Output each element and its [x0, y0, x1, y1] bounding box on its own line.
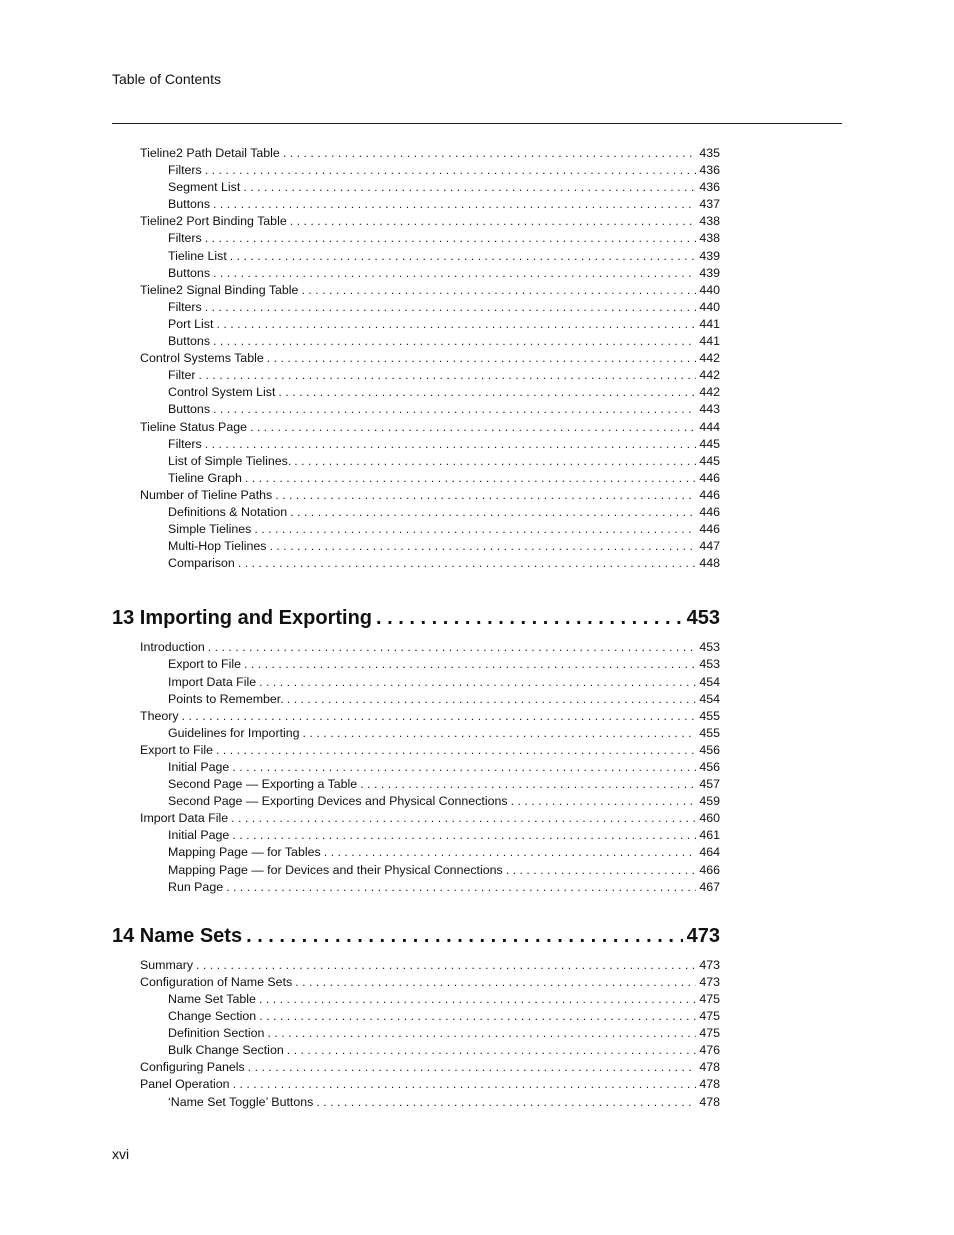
entry-page-number: 473	[699, 974, 720, 989]
dot-leader	[267, 350, 697, 367]
toc-entry[interactable]	[112, 708, 720, 725]
entry-page-number: 441	[699, 316, 720, 331]
entry-title: Points to Remember.	[168, 691, 284, 706]
entry-page-number: 439	[699, 248, 720, 263]
dot-leader	[246, 921, 683, 951]
entry-page-number: 447	[699, 539, 720, 554]
entry-title: Run Page	[168, 879, 224, 894]
dot-leader	[287, 691, 697, 708]
toc-subentry[interactable]	[112, 162, 720, 179]
entry-page-number: 453	[699, 657, 720, 672]
entry-page-number: 445	[699, 453, 720, 468]
entry-page-number: 442	[699, 368, 720, 383]
dot-leader	[245, 470, 696, 487]
entry-page-number: 435	[699, 146, 720, 160]
entry-page-number: 437	[699, 197, 720, 212]
chapter-title: 14 Name Sets	[112, 924, 243, 947]
entry-page-number: 475	[699, 1009, 720, 1024]
entry-page-number: 446	[699, 487, 720, 502]
entry-page-number: 440	[699, 299, 720, 314]
entry-title: Tieline2 Path Detail Table	[140, 146, 280, 160]
entry-title: Buttons	[168, 197, 211, 212]
toc-subentry[interactable]	[112, 844, 720, 861]
dot-leader	[231, 810, 696, 827]
toc-subentry[interactable]	[112, 1094, 720, 1111]
dot-leader	[259, 674, 696, 691]
toc-subentry[interactable]	[112, 230, 720, 247]
entry-title: Summary	[140, 957, 194, 972]
entry-page-number: 448	[699, 556, 720, 571]
entry-title: Panel Operation	[140, 1077, 230, 1092]
toc-subentry[interactable]	[112, 862, 720, 879]
dot-leader	[213, 196, 696, 213]
entry-title: Initial Page	[168, 828, 230, 843]
toc-subentry[interactable]	[112, 248, 720, 265]
dot-leader	[233, 1076, 697, 1093]
entry-page-number: 459	[699, 794, 720, 809]
toc-entry[interactable]	[112, 974, 720, 991]
toc-subentry[interactable]	[112, 555, 720, 572]
chapter-heading-13[interactable]	[112, 603, 720, 633]
toc-entry[interactable]	[112, 639, 720, 656]
entry-title: Multi-Hop Tielines	[168, 539, 267, 554]
entry-page-number: 454	[699, 674, 720, 689]
dot-leader	[360, 776, 696, 793]
toc-subentry[interactable]	[112, 1042, 720, 1059]
dot-leader	[283, 145, 696, 162]
entry-page-number: 446	[699, 504, 720, 519]
dot-leader	[267, 1025, 696, 1042]
entry-title: Mapping Page — for Devices and their Physical Connections	[168, 862, 503, 877]
dot-leader	[376, 603, 683, 633]
toc-subentry[interactable]	[112, 196, 720, 213]
toc-subentry[interactable]	[112, 725, 720, 742]
toc-entry[interactable]	[112, 487, 720, 504]
toc-subentry[interactable]	[112, 367, 720, 384]
entry-title: Name Set Table	[168, 991, 256, 1006]
page-number: xvi	[112, 1146, 130, 1162]
chapter-heading-14[interactable]	[112, 921, 720, 951]
entry-page-number: 456	[699, 760, 720, 774]
entry-title: Filter	[168, 368, 196, 383]
dot-leader	[205, 162, 697, 179]
dot-leader	[205, 299, 697, 316]
entry-title: Guidelines for Importing	[168, 725, 300, 740]
toc-subentry[interactable]	[112, 991, 720, 1008]
toc-subentry[interactable]	[112, 179, 720, 196]
entry-title: Number of Tieline Paths	[140, 487, 273, 502]
entry-title: Mapping Page — for Tables	[168, 845, 321, 860]
toc-subentry[interactable]	[112, 384, 720, 401]
toc-subentry[interactable]	[112, 656, 720, 673]
toc-subentry[interactable]	[112, 879, 720, 896]
toc-entry[interactable]	[112, 957, 720, 974]
dot-leader	[303, 725, 697, 742]
dot-leader	[506, 862, 697, 879]
dot-leader	[243, 179, 696, 196]
dot-leader	[511, 793, 697, 810]
toc-section-chapter-12-continued	[112, 145, 720, 572]
entry-page-number: 478	[699, 1077, 720, 1092]
entry-title: Second Page — Exporting a Table	[168, 777, 358, 792]
entry-page-number: 441	[699, 334, 720, 349]
entry-page-number: 445	[699, 436, 720, 451]
dot-leader	[232, 759, 696, 776]
entry-title: Buttons	[168, 402, 211, 417]
toc-subentry[interactable]	[112, 299, 720, 316]
entry-title: ‘Name Set Toggle’ Buttons	[168, 1094, 314, 1109]
entry-title: List of Simple Tielines.	[168, 453, 292, 468]
dot-leader	[232, 827, 696, 844]
toc-entry[interactable]	[112, 213, 720, 230]
entry-page-number: 473	[699, 957, 720, 972]
entry-page-number: 442	[699, 351, 720, 366]
entry-title: Comparison	[168, 556, 235, 571]
chapter-page-number: 473	[686, 924, 720, 947]
entry-title: Import Data File	[140, 811, 229, 826]
header-rule	[112, 123, 842, 124]
toc-subentry[interactable]	[112, 759, 720, 776]
dot-leader	[259, 991, 696, 1008]
entry-page-number: 466	[699, 862, 720, 877]
entry-title: Second Page — Exporting Devices and Physical Connections	[168, 794, 508, 809]
entry-title: Tieline2 Signal Binding Table	[140, 282, 299, 297]
entry-page-number: 454	[699, 691, 720, 706]
toc-entry[interactable]	[112, 350, 720, 367]
entry-title: Filters	[168, 231, 202, 246]
toc-subentry[interactable]	[112, 827, 720, 844]
entry-page-number: 475	[699, 1026, 720, 1041]
entry-title: Filters	[168, 299, 202, 314]
dot-leader	[287, 1042, 697, 1059]
entry-title: Export to File	[140, 742, 213, 757]
toc-subentry[interactable]	[112, 1008, 720, 1025]
toc-entry[interactable]	[112, 1059, 720, 1076]
dot-leader	[269, 538, 696, 555]
entry-title: Tieline Graph	[168, 470, 242, 485]
toc-subentry[interactable]	[112, 793, 720, 810]
toc-subentry[interactable]	[112, 470, 720, 487]
toc-entry[interactable]	[112, 810, 720, 827]
entry-page-number: 444	[699, 419, 720, 434]
entry-title: Configuration of Name Sets	[140, 974, 293, 989]
entry-title: Initial Page	[168, 760, 230, 774]
toc-subentry[interactable]	[112, 401, 720, 418]
entry-title: Filters	[168, 163, 202, 178]
entry-title: Configuring Panels	[140, 1060, 245, 1075]
table-of-contents	[112, 145, 720, 1111]
dot-leader	[301, 282, 696, 299]
entry-page-number: 475	[699, 991, 720, 1006]
entry-title: Theory	[140, 708, 179, 723]
dot-leader	[213, 333, 696, 350]
entry-page-number: 439	[699, 265, 720, 280]
entry-page-number: 467	[699, 879, 720, 894]
dot-leader	[216, 742, 696, 759]
dot-leader	[290, 504, 696, 521]
toc-subentry[interactable]	[112, 538, 720, 555]
entry-page-number: 478	[699, 1060, 720, 1075]
entry-title: Import Data File	[168, 674, 257, 689]
dot-leader	[205, 436, 697, 453]
entry-title: Buttons	[168, 334, 211, 349]
dot-leader	[216, 316, 696, 333]
toc-subentry[interactable]	[112, 504, 720, 521]
toc-entry[interactable]	[112, 419, 720, 436]
toc-subentry[interactable]	[112, 316, 720, 333]
entry-page-number: 476	[699, 1043, 720, 1058]
entry-title: Tieline List	[168, 248, 227, 263]
dot-leader	[182, 708, 697, 725]
entry-page-number: 436	[699, 163, 720, 178]
dot-leader	[324, 844, 697, 861]
toc-section-chapter-14	[112, 957, 720, 1111]
entry-title: Definitions & Notation	[168, 504, 288, 519]
toc-subentry[interactable]	[112, 674, 720, 691]
entry-page-number: 464	[699, 845, 720, 860]
toc-subentry[interactable]	[112, 521, 720, 538]
toc-subentry[interactable]	[112, 333, 720, 350]
entry-title: Control System List	[168, 385, 276, 400]
entry-page-number: 443	[699, 402, 720, 417]
toc-entry[interactable]	[112, 742, 720, 759]
dot-leader	[275, 487, 696, 504]
dot-leader	[278, 384, 696, 401]
entry-title: Segment List	[168, 180, 241, 195]
entry-title: Definition Section	[168, 1026, 265, 1041]
dot-leader	[295, 974, 696, 991]
dot-leader	[196, 957, 696, 974]
dot-leader	[294, 453, 696, 470]
entry-title: Tieline Status Page	[140, 419, 247, 434]
toc-subentry[interactable]	[112, 1025, 720, 1042]
dot-leader	[230, 248, 697, 265]
chapter-title: 13 Importing and Exporting	[112, 607, 373, 630]
entry-page-number: 461	[699, 828, 720, 843]
toc-subentry[interactable]	[112, 776, 720, 793]
entry-title: Introduction	[140, 640, 205, 655]
chapter-page-number: 453	[686, 607, 720, 630]
entry-title: Simple Tielines	[168, 522, 252, 537]
dot-leader	[290, 213, 697, 230]
entry-page-number: 455	[699, 708, 720, 723]
entry-title: Control Systems Table	[140, 351, 264, 366]
entry-page-number: 460	[699, 811, 720, 826]
toc-subentry[interactable]	[112, 691, 720, 708]
entry-page-number: 446	[699, 522, 720, 537]
dot-leader	[226, 879, 696, 896]
entry-page-number: 438	[699, 231, 720, 246]
entry-page-number: 453	[699, 640, 720, 655]
dot-leader	[254, 521, 696, 538]
toc-section-chapter-13	[112, 639, 720, 895]
entry-page-number: 455	[699, 725, 720, 740]
toc-subentry[interactable]	[112, 436, 720, 453]
dot-leader	[248, 1059, 697, 1076]
dot-leader	[244, 656, 696, 673]
dot-leader	[316, 1094, 696, 1111]
dot-leader	[205, 230, 697, 247]
entry-page-number: 438	[699, 214, 720, 229]
dot-leader	[250, 419, 696, 436]
entry-page-number: 442	[699, 385, 720, 400]
entry-title: Filters	[168, 436, 202, 451]
entry-page-number: 440	[699, 282, 720, 297]
entry-page-number: 446	[699, 470, 720, 485]
toc-subentry[interactable]	[112, 453, 720, 470]
running-header: Table of Contents	[112, 71, 221, 87]
dot-leader	[238, 555, 697, 572]
entry-title: Export to File	[168, 657, 241, 672]
dot-leader	[199, 367, 697, 384]
dot-leader	[213, 401, 696, 418]
entry-page-number: 456	[699, 742, 720, 757]
toc-subentry[interactable]	[112, 265, 720, 282]
toc-entry[interactable]	[112, 1076, 720, 1093]
entry-page-number: 457	[699, 777, 720, 792]
entry-page-number: 478	[699, 1094, 720, 1109]
dot-leader	[213, 265, 696, 282]
toc-entry[interactable]	[112, 282, 720, 299]
entry-title: Change Section	[168, 1009, 257, 1024]
dot-leader	[259, 1008, 696, 1025]
toc-entry[interactable]	[112, 145, 720, 162]
entry-title: Port List	[168, 316, 214, 331]
dot-leader	[208, 639, 697, 656]
entry-title: Buttons	[168, 265, 211, 280]
entry-title: Bulk Change Section	[168, 1043, 284, 1058]
entry-page-number: 436	[699, 180, 720, 195]
entry-title: Tieline2 Port Binding Table	[140, 214, 287, 229]
